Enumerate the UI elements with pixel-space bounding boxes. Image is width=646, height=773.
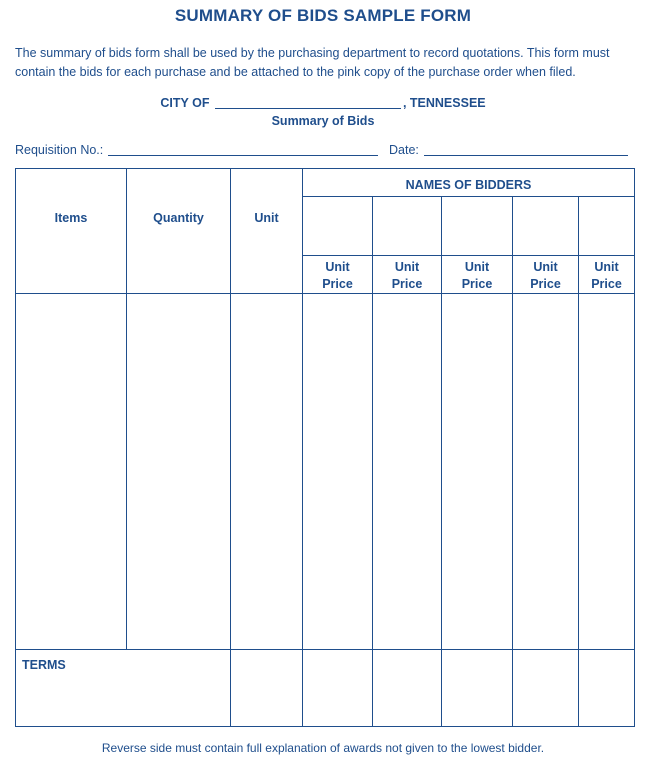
- table-border-left: [15, 168, 16, 727]
- table-border-top: [15, 168, 635, 169]
- unit-header: Unit: [254, 211, 279, 225]
- unit-price-label-3: [442, 259, 512, 293]
- unit-price-label-1: [303, 259, 372, 293]
- unit-price-label-4: [513, 259, 578, 293]
- unit-price-line1: Unit: [325, 260, 350, 274]
- form-title: SUMMARY OF BIDS SAMPLE FORM: [174, 6, 472, 25]
- form-footer: Reverse side must contain full explanation of awards not given to the lowest bidder.: [101, 741, 545, 755]
- city-prefix: CITY OF: [160, 96, 210, 110]
- form-subtitle: Summary of Bids: [271, 114, 375, 128]
- unit-price-line1: Unit: [464, 260, 490, 274]
- unit-price-line2: Price: [530, 277, 561, 291]
- requisition-label: Requisition No.:: [15, 143, 104, 157]
- unit-price-line2: Price: [461, 277, 493, 291]
- items-quantity-divider: [126, 168, 127, 650]
- items-header: Items: [54, 211, 88, 225]
- table-border-right: [634, 168, 635, 727]
- unit-price-line1: Unit: [533, 260, 558, 274]
- unit-bidders-divider: [302, 168, 303, 727]
- date-label: Date:: [389, 143, 419, 157]
- unit-price-line2: Price: [322, 277, 353, 291]
- unit-price-line1: Unit: [594, 260, 619, 274]
- bidders-header: NAMES OF BIDDERS: [405, 178, 532, 192]
- terms-top-rule: [15, 649, 635, 650]
- header-bottom-rule: [15, 293, 635, 294]
- table-border-bottom: [15, 726, 635, 727]
- unit-price-line2: Price: [591, 277, 622, 291]
- unit-price-label-2: [373, 259, 441, 293]
- quantity-header: Quantity: [153, 211, 204, 225]
- form-intro: The summary of bids form shall be used by the purchasing department to record quotations. This form must contain the bids for each purchase and be attached to the pink copy of the purchase order when filed.: [15, 46, 610, 79]
- terms-label: TERMS: [22, 658, 66, 672]
- unit-price-line2: Price: [391, 277, 423, 291]
- bidders-header-rule: [302, 196, 635, 197]
- city-suffix: , TENNESSEE: [402, 96, 486, 110]
- unit-price-label-5: [579, 259, 634, 293]
- bidder-names-rule: [302, 255, 635, 256]
- quantity-unit-divider: [230, 168, 231, 727]
- unit-price-line1: Unit: [394, 260, 420, 274]
